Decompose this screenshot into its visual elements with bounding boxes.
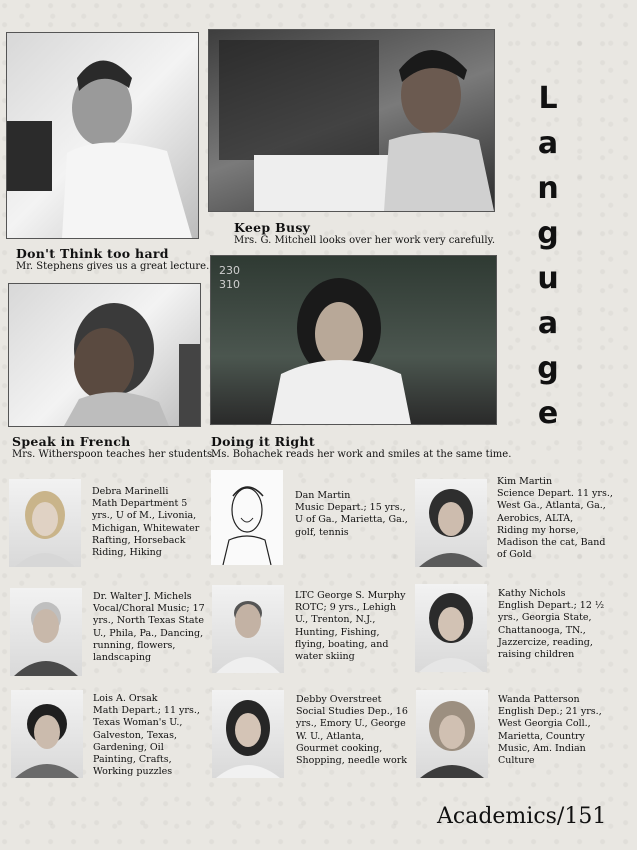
bio-george-murphy xyxy=(295,590,413,663)
bio-line: Kathy Nichols xyxy=(498,588,566,599)
bio-line: Vocal/Choral Music; 17 xyxy=(93,603,205,615)
portrait-wanda-patterson xyxy=(416,690,488,778)
portrait-debby-overstreet xyxy=(212,690,284,778)
caption-title-stephens: Don't Think too hard xyxy=(16,246,169,261)
bio-line: yrs., Emory U., George xyxy=(296,718,406,730)
title-letter: e xyxy=(537,396,559,431)
bio-line: yrs., U of M., Livonia, xyxy=(92,510,197,522)
bio-line: Lois A. Orsak xyxy=(93,693,158,704)
portrait-lois-orsak xyxy=(11,690,83,778)
bio-line: Kim Martin xyxy=(497,476,553,487)
bio-line: LTC George S. Murphy xyxy=(295,590,406,601)
bio-line: English Dep.; 21 yrs., xyxy=(498,706,602,718)
bio-wanda-patterson xyxy=(498,694,616,767)
photo-mrs-mitchell xyxy=(208,29,495,212)
bio-line: Chattanooga, TN., xyxy=(498,624,586,636)
bio-line: Social Studies Dep., 16 xyxy=(296,706,408,718)
portrait-kim-martin xyxy=(415,479,487,567)
bio-line: Texas Woman's U., xyxy=(93,717,183,729)
bio-line: yrs., North Texas State xyxy=(93,615,204,627)
bio-line: raising children xyxy=(498,649,575,661)
bio-line: Debby Overstreet xyxy=(296,694,382,705)
bio-line: Math Department 5 xyxy=(92,498,188,510)
bio-debby-overstreet xyxy=(296,694,414,767)
photo-mrs-witherspoon xyxy=(8,283,201,427)
bio-line: U., Phila, Pa., Dancing, xyxy=(93,627,204,639)
bio-line: Culture xyxy=(498,755,535,767)
portrait-george-murphy xyxy=(212,585,284,673)
bio-debra-marinelli xyxy=(92,486,210,559)
bio-line: Rafting, Horseback xyxy=(92,534,186,546)
bio-line: English Depart.; 12 ½ xyxy=(498,600,605,612)
bio-line: Painting, Crafts, xyxy=(93,754,172,766)
bio-line: Aerobics, ALTA, xyxy=(497,512,574,524)
photo-ms-bohachek xyxy=(210,255,497,425)
bio-dan-martin xyxy=(295,490,413,539)
bio-line: West Georgia Coll., xyxy=(498,718,591,730)
bio-line: water skiing xyxy=(295,651,355,663)
bio-line: West Ga., Atlanta, Ga., xyxy=(497,500,606,512)
bio-line: Marietta, Country xyxy=(498,730,585,742)
bio-line: flying, boating, and xyxy=(295,638,389,650)
bio-line: Shopping, needle work xyxy=(296,755,408,767)
bio-line: Math Depart.; 11 yrs., xyxy=(93,705,200,717)
title-letter: a xyxy=(537,306,559,341)
photo-mr-stephens xyxy=(6,32,199,239)
bio-line: Dr. Walter J. Michels xyxy=(93,591,192,602)
title-letter: a xyxy=(537,126,559,161)
bio-line: ROTC; 9 yrs., Lehigh xyxy=(295,602,396,614)
bio-line: Riding my horse, xyxy=(497,524,579,536)
bio-line: Music, Am. Indian xyxy=(498,742,586,754)
section-title-language xyxy=(533,76,563,436)
portrait-debra-marinelli xyxy=(9,479,81,567)
caption-text-bohachek: Ms. Bohachek reads her work and smiles at the same time. xyxy=(211,449,512,460)
caption-title-witherspoon: Speak in French xyxy=(12,434,131,449)
title-letter: n xyxy=(537,171,559,206)
bio-line: of Gold xyxy=(497,549,532,561)
page-footer: Academics/151 xyxy=(437,804,607,829)
bio-line: golf, tennis xyxy=(295,526,349,538)
bio-line: Science Depart. 11 yrs., xyxy=(497,488,613,500)
caption-text-mitchell: Mrs. G. Mitchell looks over her work very carefully. xyxy=(234,235,496,246)
bio-lois-orsak xyxy=(93,693,211,778)
bio-line: Gourmet cooking, xyxy=(296,742,383,754)
bio-line: running, flowers, xyxy=(93,639,176,651)
bio-line: Working puzzles xyxy=(93,766,173,778)
svg-text:310: 310 xyxy=(219,278,240,291)
bio-line: yrs., Georgia State, xyxy=(498,612,592,624)
bio-line: Riding, Hiking xyxy=(92,547,162,559)
caption-text-stephens: Mr. Stephens gives us a great lecture. xyxy=(16,261,210,272)
caption-title-mitchell: Keep Busy xyxy=(234,220,311,235)
caption-text-witherspoon: Mrs. Witherspoon teaches her students. xyxy=(12,449,216,460)
bio-line: Wanda Patterson xyxy=(498,694,580,705)
title-letter: u xyxy=(537,261,559,296)
title-letter: g xyxy=(537,351,559,386)
bio-line: Debra Marinelli xyxy=(92,486,169,497)
bio-line: Dan Martin xyxy=(295,490,351,501)
svg-text:230: 230 xyxy=(219,264,240,277)
portrait-dan-martin-caricature xyxy=(211,470,283,565)
caption-title-bohachek: Doing it Right xyxy=(211,434,315,449)
bio-kim-martin xyxy=(497,476,615,561)
bio-line: Jazzercize, reading, xyxy=(498,636,593,648)
bio-line: W. U., Atlanta, xyxy=(296,730,365,742)
bio-line: Michigan, Whitewater xyxy=(92,522,200,534)
bio-line: Hunting, Fishing, xyxy=(295,626,380,638)
bio-line: landscaping xyxy=(93,652,152,664)
title-letter: g xyxy=(537,216,559,251)
bio-line: Music Depart.; 15 yrs., xyxy=(295,502,406,514)
bio-line: U., Trenton, N.J., xyxy=(295,614,376,626)
bio-line: Madison the cat, Band xyxy=(497,537,606,549)
bio-walter-michels xyxy=(93,591,211,664)
bio-kathy-nichols xyxy=(498,588,616,661)
title-letter: L xyxy=(538,81,558,116)
portrait-kathy-nichols xyxy=(415,584,487,672)
bio-line: Gardening, Oil xyxy=(93,741,164,753)
bio-line: U of Ga., Marietta, Ga., xyxy=(295,514,408,526)
bio-line: Galveston, Texas, xyxy=(93,729,177,741)
portrait-walter-michels xyxy=(10,588,82,676)
